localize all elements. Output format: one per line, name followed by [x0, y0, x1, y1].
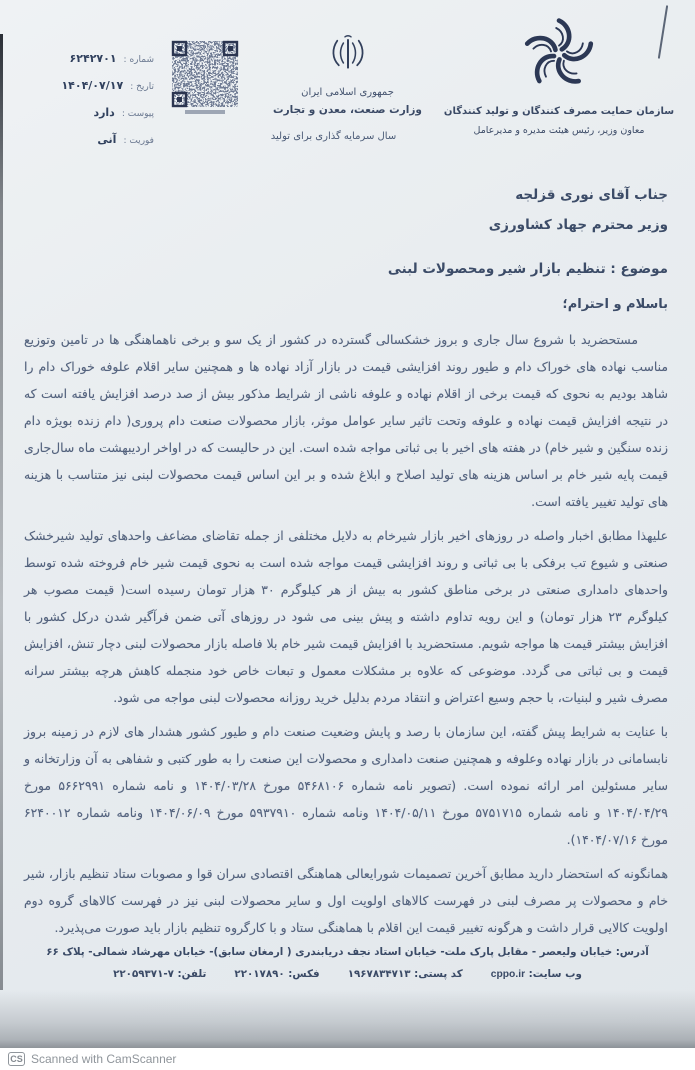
address-line: آدرس: خیابان ولیعصر - مقابل پارک ملت- خیابان استاد نجف دریابندری ( ارمغان سابق)- خیابان مهرشاد شمالی- پلاک ۶۶: [46, 946, 649, 958]
contact-line: [10, 963, 685, 986]
year-slogan: سال سرمایه گذاری برای تولید: [270, 131, 397, 142]
org-star-icon: [520, 14, 598, 94]
meta-row-date: [26, 79, 154, 106]
qr-code: [171, 40, 239, 118]
camscanner-watermark-text: Scanned with CamScanner: [31, 1052, 177, 1066]
meta-row-attachment: [26, 106, 154, 133]
country-name: جمهوری اسلامی ایران: [301, 87, 394, 98]
paragraph-2: علیهذا مطابق اخبار واصله در روزهای اخیر بازار شیرخام به دلایل مختلفی از جمله تقاضای مضاعف واحدهای تولید شیرخشک صنعتی و شیوع تب برفکی با بی ثباتی و روند افزایشی قیمت مواجه شده است به نحوی قیمت شیر خام فروخته شده توسط واحدهای دامداری صنعتی در برخی مناطق کشور به بیش از هر کیلوگرم ۳۰ هزار تومان رسیده است( قیمت مصوب هر کیلوگرم ۲۳ هزار تومان) و این رویه تداوم داشته و پیش بینی می شود در روزهای آتی ضمن فرآگیر شدن درکل کشور با افزایش بیشتر قیمت ها مواجه شویم. مستحضرید با افزایش قیمت شیر خام بلا فاصله بازار محصولات لبنی دچار تنش، افزایش قیمت و بی ثباتی می گردد. موضوعی که علاوه بر مشکلات معمول و تبعات خاص خود منجمله کاهش هرچه بیشتر سرانه مصرف شیر و لبنیات، با حجم وسیع اعتراض و انتقاد مردم بدلیل خرید روزانه محصولات لبنی مواجه می شود.: [24, 528, 668, 705]
meta-row-urgency: [26, 133, 154, 160]
fax-item: فکس: ۲۲۰۱۷۸۹۰: [234, 968, 320, 980]
urgency-label: فوریت :: [123, 136, 154, 146]
letterhead: [0, 0, 695, 168]
signatory-title: معاون وزیر، رئیس هیئت مدیره و مدیرعامل: [473, 125, 645, 136]
scan-bottom-shadow: [0, 990, 695, 1048]
organization-name: سازمان حمایت مصرف کنندگان و تولید کنندگان: [443, 106, 675, 117]
letterhead-footer: [10, 941, 685, 986]
paragraph-4: همانگونه که استحضار دارید مطابق آخرین تصمیمات شورایعالی هماهنگی اقتصادی سران قوا و مصوبات ستاد تنظیم بازار، شیر خام و محصولات پر مصرف لبنی در فهرست کالاهای اولویت اول و سایر محصولات لبنی نیز در فهرست کالاهای گروه دوم اولویت کالایی قرار داشت و هرگونه تغییر قیمت این اقلام با هماهنگی ستاد و با کارگروه تنظیم بازار باید صورت می‌پذیرد.: [24, 866, 668, 935]
paragraph-1: مستحضرید با شروع سال جاری و بروز خشکسالی گسترده در کشور از یک سو و برخی ناهماهنگی ها در تامین وتوزیع مناسب نهاده های خوراک دام و طیور روند افزایشی قیمت در بازار آزاد نهاده ها و همچنین سایر اقلام علوفه خوراک دام را شاهد بودیم به نحوی که قیمت برخی از اقلام نهاده و علوفه ناشی از شرایط مذکور بیش از صد درصد افزایش یافته است که در نتیجه افزایش قیمت نهاده و علوفه وتحت تاثیر سایر عوامل موثر، بازار محصولات صنعت دام پروری( دام زنده بویژه دام زنده سنگین و شیر خام) در هفته های اخیر با بی ثباتی مواجه شده است. این در حالیست که در اواخر اردیبهشت ماه سال‌جاری قیمت پایه شیر خام بر اساس هزینه های تولید اصلاح و ابلاغ شده و بر این اساس قیمت محصولات لبنی نیز متناسب با هزینه های تولید تغییر یافته است.: [24, 332, 668, 509]
ministry-block: [253, 28, 443, 142]
letter-meta-block: [26, 52, 154, 160]
recipient-title: وزیر محترم جهاد کشاورزی: [488, 217, 668, 233]
attachment-label: پیوست :: [121, 109, 154, 119]
phone-item: تلفن: ۷-۲۲۰۵۹۳۷۱: [113, 968, 207, 980]
website-label: وب سایت:: [528, 968, 582, 980]
date-value: ۱۴۰۴/۰۷/۱۷: [61, 79, 124, 92]
organization-block: [439, 14, 679, 140]
camscanner-cs-badge: CS: [8, 1052, 25, 1066]
meta-row-number: [26, 52, 154, 79]
website-url: cppo.ir: [490, 969, 526, 980]
attachment-value: دارد: [93, 106, 115, 119]
scan-edge-artifact: [0, 34, 3, 990]
recipient-name: جناب آقای نوری قزلجه: [515, 187, 668, 203]
camscanner-watermark: [0, 1048, 695, 1070]
ministry-name: وزارت صنعت، معدن و تجارت: [273, 104, 422, 116]
website-item: [491, 963, 582, 986]
iran-emblem-icon: [325, 28, 371, 78]
number-label: شماره :: [123, 55, 154, 65]
postal-code-item: کد پستی: ۱۹۶۷۸۳۴۷۱۳: [347, 968, 463, 980]
subject-line: موضوع : تنظیم بازار شیر ومحصولات لبنی: [387, 261, 668, 277]
number-value: ۶۲۴۲۷۰۱: [69, 52, 117, 65]
urgency-value: آنی: [97, 133, 117, 146]
letter-body: [24, 170, 668, 941]
greeting-line: باسلام و احترام؛: [562, 297, 668, 312]
paragraph-3: با عنایت به شرایط پیش گفته، این سازمان با رصد و پایش وضعیت صنعت دام و طیور کشور هشدار های لازم در زمینه بروز نابسامانی در بازار نهاده وعلوفه و همچنین صنعت دامداری و محصولات این صنعت را به طور کتبی و شفاهی به آن وزارتخانه و سایر مسئولین امر ارائه نموده است. (تصویر نامه شماره ۵۴۶۸۱۰۶ مورخ ۱۴۰۴/۰۳/۲۸ و نامه شماره ۵۶۶۲۹۹۱ مورخ ۱۴۰۴/۰۴/۲۹ و نامه شماره ۵۷۵۱۷۱۵ مورخ ۱۴۰۴/۰۵/۱۱ ونامه شماره ۵۹۳۷۹۱۰ مورخ ۱۴۰۴/۰۶/۰۹ ونامه شماره ۶۲۴۰۰۱۲ مورخ ۱۴۰۴/۰۷/۱۶).: [24, 724, 668, 847]
date-label: تاریخ :: [130, 82, 154, 92]
